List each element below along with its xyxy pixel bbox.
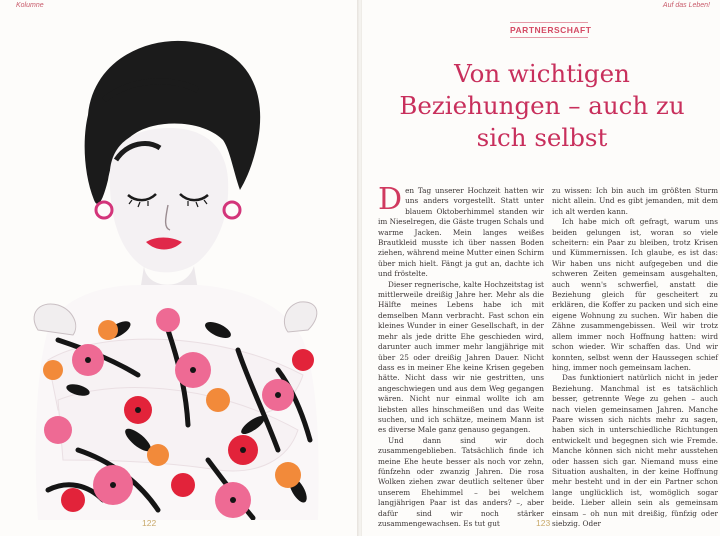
left-page	[0, 0, 358, 536]
page-number-right: 123	[536, 518, 551, 528]
page-number-left: 122	[142, 518, 157, 528]
body-paragraph: Dieser regnerische, kalte Hochzeitstag ist mittlerweile dreißig Jahre her. Mehr als die Hälfte meines Lebens habe ich mit demselben Mann verbracht. Fast schon ein kleines Wunder in einer Gesellschaft, in der mehr als jede dritte Ehe geschieden wird, darunter auch immer mehr langjährige mit über 25 oder dreißig Jahren Dauer. Nicht dass es in meiner Ehe keine Krisen gegeben hätte. Nicht dass wir nie gestritten, uns angeschwiegen und aus dem Weg gegangen wären. Nicht nur einmal wollte ich am liebsten alles hinschmeißen und das Weite suchen, und ich schätze, meinem Mann ist es diverse Male ganz genauso gegangen.	[378, 279, 544, 435]
running-head-right: Auf das Leben!	[662, 2, 710, 9]
text-column-1	[378, 182, 545, 529]
body-paragraph: Das funktioniert natürlich nicht in jeder Beziehung. Manchmal ist es tatsächlich besser, getrennte Wege zu gehen – auch nach vielen gemeinsamen Jahren. Manche Paare wissen sich nichts mehr zu sagen, haben sich in unterschiedliche Richtungen entwickelt und begegnen sich wie Fremde. Manche können sich nicht mehr ausstehen oder hassen sich gar. Niemand muss eine Situation aushalten, in der keine Hoffnung mehr besteht und in der ein Partner schon lange unglücklich ist, womöglich sogar beide. Lieber allein sein als gemeinsam einsam – oh nun mit dreißig, fünfzig oder siebzig. Oder	[552, 373, 718, 528]
text-column-2	[552, 186, 718, 529]
article-headline: Von wichtigen Beziehungen – auch zu sich selbst	[399, 59, 685, 152]
section-kicker: PARTNERSCHAFT	[510, 22, 588, 38]
drop-cap: D	[378, 182, 403, 217]
running-head-left: Kolumne	[16, 2, 44, 9]
body-paragraph: Und dann sind wir doch zusammengeblieben. Tatsächlich finde ich meine Ehe heute besser als noch vor zehn, fünfzehn oder zwanzig Jahren. Die rosa Wolken ziehen zwar deutlich seltener über unserem Ehehimmel – bei welchem langjährigen Paar ist das anders? –, aber dafür sind wir noch stärker zusammengewachsen. Es tut gut	[378, 435, 544, 528]
lead-paragraph-text: en Tag unserer Hochzeit hatten wir uns anders vorgestellt. Statt unter blauem Oktoberhimmel standen wir im Nieselregen, die Gäste trugen Schals und warme Jacken. Mein langes weißes Brautkleid musste ich über nassen Boden ziehen, während meine Mutter einen Schirm über mich hielt. Fängt ja gut an, dachte ich und fröstelte.	[378, 186, 545, 279]
right-page	[362, 0, 720, 536]
lead-paragraph	[378, 182, 545, 280]
body-paragraph: Ich habe mich oft gefragt, warum uns beiden gelungen ist, woran so viele scheitern: ein Paar zu bleiben, trotz Krisen und Kümmernissen. Ich glaube, es ist das: Wir haben uns nicht aufgegeben und die schweren Zeiten gemeinsam ausgehalten, auch wenn's schwerfiel, anstatt die Beziehung gleich für gescheitert zu erklären, die Koffer zu packen und sich eine eigene Wohnung zu suchen. Wir haben die Zähne zusammengebissen. Weil wir trotz allem immer noch Hoffnung hatten: wird schon wieder. Wir schaffen das. Und wir konnten, selbst wenn der Haussegen schief hing, immer noch gemeinsam lachen.	[552, 217, 718, 372]
woman-illustration	[18, 30, 340, 520]
continued-paragraph: zu wissen: Ich bin auch im größten Sturm nicht allein. Und es gibt jemanden, mit dem ich alt werden kann.	[552, 186, 718, 216]
